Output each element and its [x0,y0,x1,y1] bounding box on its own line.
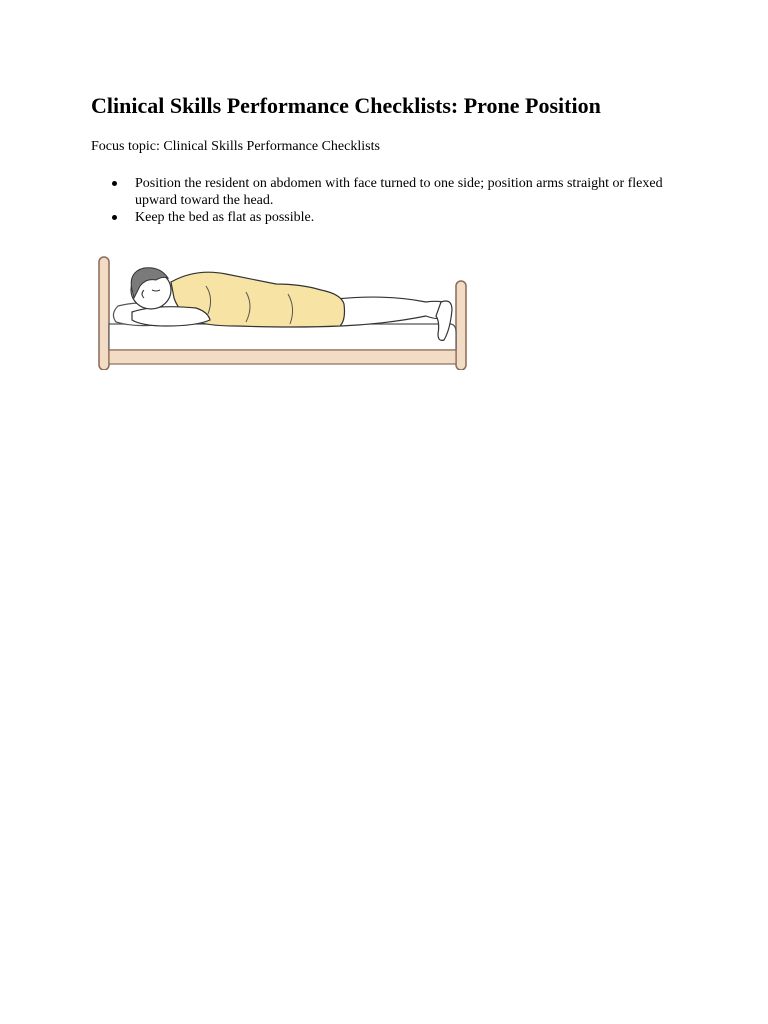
list-item-text: Keep the bed as flat as possible. [135,210,315,225]
bullet-icon [112,215,117,220]
list-item [91,209,691,226]
instruction-list [91,175,691,226]
bed-rail [109,350,456,364]
focus-topic-line: Focus topic: Clinical Skills Performance Checklists [91,139,380,154]
resident-arm [132,307,210,326]
bed-mattress [109,324,456,350]
page-title: Clinical Skills Performance Checklists: Prone Position [91,93,601,118]
list-item-text: Position the resident on abdomen with face turned to one side; position arms straight or flexed upward toward the head. [135,176,663,208]
resident-legs [336,297,450,326]
prone-position-illustration [96,254,472,370]
bullet-icon [112,181,117,186]
bed-headboard-post [99,257,109,370]
bed-footboard-post [456,281,466,370]
list-item [91,175,691,209]
